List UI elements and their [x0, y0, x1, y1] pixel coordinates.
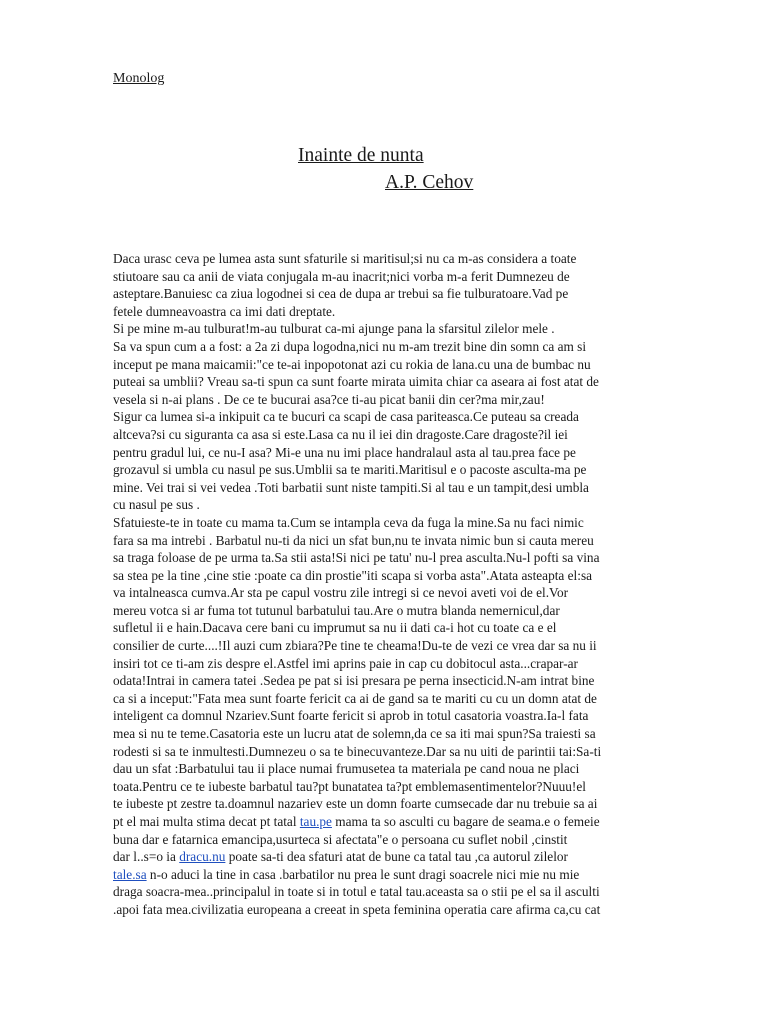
- body-line: pentru gradul lui, ce nu-I asa? Mi-e una nu imi place handralaul asta al tau.prea face pe: [113, 444, 576, 460]
- body-line: inceput pe mana maicamii:"ce te-ai inpopotonat azi cu rokia de lana.cu una de bumbac nu: [113, 356, 591, 372]
- body-line: altceva?si cu siguranta ca asa si este.Lasa ca nu il iei din dragoste.Care dragoste?il iei: [113, 426, 568, 442]
- body-line: stiutoare sau ca anii de viata conjugala m-au inacrit;nici vorba m-a ferit Dumnezeu de: [113, 268, 570, 284]
- body-line: fetele dumneavoastra ca imi dati dreptate.: [113, 303, 336, 319]
- monolog-heading: Monolog: [113, 71, 165, 86]
- body-line: [113, 848, 658, 866]
- body-line: mine. Vei trai si vei vedea .Toti barbatii sunt niste tampiti.Si al tau e un tampit,desi umbla: [113, 479, 589, 495]
- tau-pe-link[interactable]: tau.pe: [299, 814, 332, 829]
- body-line: puteai sa umblii? Vreau sa-ti spun ca sunt foarte mirata uimita chiar ca aseara ai fost atat de: [113, 374, 599, 390]
- document-body: [113, 250, 658, 919]
- body-line: sa stea pe la tine ,cine stie :poate ca din prostie"iti scapa si vorba asta".Atata asteapta el:sa: [113, 567, 593, 583]
- body-line: mea si nu te teme.Casatoria este un lucru atat de solemn,da ce sa iti mai spun?Sa traiesti sa: [113, 726, 596, 742]
- body-line: ca si a inceput:"Fata mea sunt foarte fericit ca ai de gand sa te mariti cu cu un domn atat de: [113, 690, 597, 706]
- body-line: te iubeste pt zestre ta.doamnul nazariev este un domn foarte cumsecade dar nu trebuie sa ai: [113, 796, 598, 812]
- body-line: sa traga foloase de pe urma ta.Sa stii asta!Si nici pe tatu' nu-l prea asculta.Nu-l pofti sa vina: [113, 550, 600, 566]
- body-line: consilier de curte....!Il auzi cum zbiara?Pe tine te cheama!Du-te de vezi ce vrea dar sa nu ii: [113, 638, 597, 654]
- body-line: fara sa ma intrebi . Barbatul nu-ti da nici un sfat bun,nu te invata nimic bun si cauta mereu: [113, 532, 594, 548]
- body-line: insiri tot ce ti-am zis despre el.Astfel imi aprins paie in cap cu dobitocul asta...crapar-ar: [113, 655, 578, 671]
- body-line: va intalneasca cumva.Ar sta pe capul vostru zile intregi si ce nevoi aveti voi de el.Vor: [113, 585, 569, 601]
- body-line-text: dar l..s=o ia: [113, 849, 180, 865]
- body-line: asteptare.Banuiesc ca ziua logodnei si cea de dupa ar trebui sa fie tulburatoare.Vad pe: [113, 286, 569, 302]
- body-line: Si pe mine m-au tulburat!m-au tulburat ca-mi ajunge pana la sfarsitul zilelor mele .: [113, 321, 555, 337]
- body-line: Daca urasc ceva pe lumea asta sunt sfaturile si maritisul;si nu ca m-as considera a toate: [113, 251, 577, 266]
- tale-sa-link[interactable]: tale.sa: [113, 866, 147, 882]
- document-title: Inainte de nunta: [298, 145, 424, 166]
- body-line: .apoi fata mea.civilizatia europeana a creeat in speta feminina operatia care afirma ca,cu cat: [113, 901, 601, 917]
- body-line: sufletul ii e hain.Dacava cere bani cu imprumut sa nu ii dati ca-i hot cu toate ca e el: [113, 620, 557, 636]
- body-line: toata.Pentru ce te iubeste barbatul tau?pt bunatatea ta?pt emblemasentimentelor?Nuuu!el: [113, 778, 586, 794]
- body-line-text: pt el mai multa stima decat pt tatal: [113, 814, 300, 829]
- body-line: vesela si n-ai plans . De ce te bucurai asa?ce ti-au picat banii din cer?ma mir,zau!: [113, 391, 545, 407]
- body-line-text: poate sa-ti dea sfaturi atat de bune ca tatal tau ,ca autorul zilelor: [225, 849, 568, 865]
- document-author: A.P. Cehov: [385, 172, 474, 193]
- body-line-text: mama ta so asculti cu bagare de seama.e o femeie: [331, 814, 600, 829]
- body-line: odata!Intrai in camera tatei .Sedea pe pat si isi presara pe perna insecticid.N-am intrat bine: [113, 673, 595, 689]
- body-line: Sigur ca lumea si-a inkipuit ca te bucuri ca scapi de casa pariteasca.Ce puteau sa creada: [113, 409, 579, 425]
- body-line: draga soacra-mea..principalul in toate si in totul e tatal tau.aceasta sa o stii pe el sa il asculti: [113, 884, 600, 900]
- body-line: buna dar e fatarnica emancipa,usurteca si afectata"e o persoana cu suflet nobil ,cinstit: [113, 831, 568, 847]
- body-line: Sa va spun cum a a fost: a 2a zi dupa logodna,nici nu m-am trezit bine din somn ca am si: [113, 338, 587, 354]
- body-line: Sfatuieste-te in toate cu mama ta.Cum se intampla ceva da fuga la mine.Sa nu faci nimic: [113, 514, 584, 530]
- body-line: mereu votca si ar fuma tot tutunul barbatului tau.Are o mutra blanda nemernicul,dar: [113, 602, 560, 618]
- body-line: inteligent ca domnul Nzariev.Sunt foarte fericit si aprob in totul casatoria voastra.Ia-l fata: [113, 708, 589, 724]
- body-line-text: n-o aduci la tine in casa .barbatilor nu prea le sunt dragi soacrele nici mie nu mie: [146, 866, 580, 882]
- dracu-nu-link[interactable]: dracu.nu: [179, 849, 226, 865]
- body-line: grozavul si umbla cu nasul pe sus.Umblii sa te mariti.Maritisul e o pacoste asculta-ma pe: [113, 462, 587, 478]
- body-line: dau un sfat :Barbatului tau ii place numai frumusetea ta materiala pe cand noua ne placi: [113, 761, 580, 777]
- body-line: [113, 866, 658, 884]
- body-line: cu nasul pe sus .: [113, 497, 200, 513]
- body-line: [113, 813, 658, 831]
- body-line: rodesti si sa te inmultesti.Dumnezeu o sa te binecuvanteze.Dar sa nu uiti de parintii tai:Sa-ti: [113, 743, 602, 759]
